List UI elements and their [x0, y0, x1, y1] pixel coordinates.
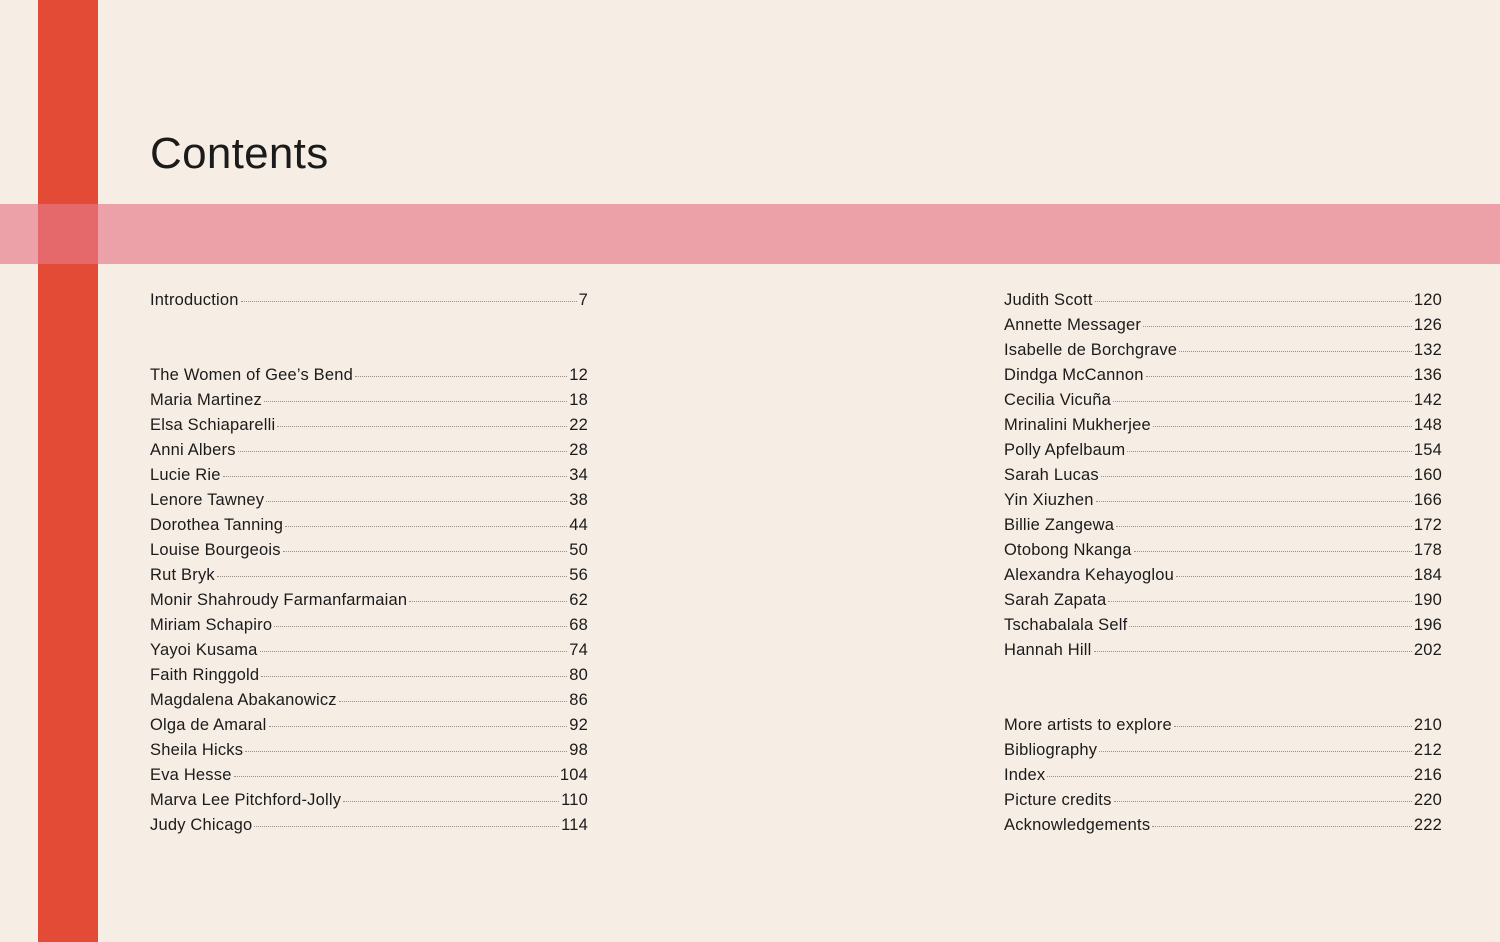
dotted-leader [1152, 826, 1412, 827]
toc-entry-page-number: 80 [569, 666, 588, 684]
toc-entry[interactable] [150, 438, 588, 463]
toc-entry[interactable] [150, 663, 588, 688]
dotted-leader [1101, 476, 1412, 477]
toc-entry[interactable] [150, 688, 588, 713]
toc-entry[interactable] [150, 513, 588, 538]
dotted-leader [217, 576, 567, 577]
dotted-leader [1153, 426, 1412, 427]
dotted-leader [1114, 801, 1412, 802]
toc-entry-page-number: 196 [1413, 616, 1442, 634]
toc-entry[interactable] [1004, 463, 1442, 488]
toc-entry[interactable] [1004, 363, 1442, 388]
toc-entry-page-number: 110 [561, 791, 588, 809]
toc-entry-title: Judy Chicago [150, 816, 253, 834]
toc-entry-page-number: 222 [1413, 816, 1442, 834]
toc-entry[interactable] [150, 813, 588, 838]
toc-entry-page-number: 74 [569, 641, 588, 659]
dotted-leader [1176, 576, 1412, 577]
dotted-leader [339, 701, 567, 702]
toc-entry-title: Annette Messager [1004, 316, 1142, 334]
toc-entry[interactable] [150, 763, 588, 788]
toc-entry-page-number: 210 [1413, 716, 1442, 734]
dotted-leader [1094, 651, 1412, 652]
toc-entry[interactable] [1004, 388, 1442, 413]
toc-entry-title: Acknowledgements [1004, 816, 1151, 834]
toc-entry-title: Miriam Schapiro [150, 616, 273, 634]
dotted-leader [1099, 751, 1412, 752]
toc-group [1004, 713, 1442, 838]
toc-entry[interactable] [1004, 513, 1442, 538]
toc-entry-title: Isabelle de Borchgrave [1004, 341, 1178, 359]
toc-entry-title: Lenore Tawney [150, 491, 265, 509]
dotted-leader [269, 726, 568, 727]
toc-entry-title: Tschabalala Self [1004, 616, 1128, 634]
toc-entry[interactable] [150, 413, 588, 438]
toc-entry-page-number: 160 [1413, 466, 1442, 484]
toc-entry-page-number: 68 [569, 616, 588, 634]
toc-entry-page-number: 28 [569, 441, 588, 459]
toc-entry[interactable] [1004, 413, 1442, 438]
toc-entry[interactable] [1004, 813, 1442, 838]
dotted-leader [1127, 451, 1412, 452]
toc-group [150, 363, 588, 838]
toc-entry[interactable] [150, 788, 588, 813]
toc-entry[interactable] [150, 738, 588, 763]
toc-entry[interactable] [1004, 638, 1442, 663]
toc-entry-page-number: 92 [569, 716, 588, 734]
dotted-leader [223, 476, 568, 477]
toc-entry-title: Olga de Amaral [150, 716, 267, 734]
dotted-leader [1095, 301, 1412, 302]
vertical-accent-bar [38, 0, 98, 942]
toc-entry-title: Index [1004, 766, 1046, 784]
toc-entry-title: Judith Scott [1004, 291, 1093, 309]
toc-entry-page-number: 154 [1413, 441, 1442, 459]
toc-entry-page-number: 184 [1413, 566, 1442, 584]
toc-entry-title: Hannah Hill [1004, 641, 1092, 659]
toc-entry-title: Alexandra Kehayoglou [1004, 566, 1175, 584]
toc-entry[interactable] [150, 588, 588, 613]
dotted-leader [1174, 726, 1412, 727]
toc-entry[interactable] [1004, 788, 1442, 813]
toc-entry-title: Otobong Nkanga [1004, 541, 1132, 559]
toc-entry-page-number: 86 [569, 691, 588, 709]
toc-entry[interactable] [1004, 763, 1442, 788]
toc-entry-title: Billie Zangewa [1004, 516, 1115, 534]
toc-entry[interactable] [150, 563, 588, 588]
toc-entry-page-number: 50 [569, 541, 588, 559]
toc-entry[interactable] [150, 638, 588, 663]
toc-entry-page-number: 142 [1413, 391, 1442, 409]
dotted-leader [1146, 376, 1412, 377]
toc-entry-title: Introduction [150, 291, 239, 309]
toc-entry-title: Yayoi Kusama [150, 641, 258, 659]
toc-entry[interactable] [150, 463, 588, 488]
toc-entry-title: More artists to explore [1004, 716, 1172, 734]
toc-group [1004, 288, 1442, 663]
toc-entry-title: Polly Apfelbaum [1004, 441, 1126, 459]
toc-entry-title: Sheila Hicks [150, 741, 244, 759]
toc-right-column [1004, 288, 1442, 838]
toc-entry-page-number: 220 [1413, 791, 1442, 809]
dotted-leader [1047, 776, 1411, 777]
toc-entry-title: Dorothea Tanning [150, 516, 284, 534]
dotted-leader [1108, 601, 1411, 602]
toc-entry[interactable] [1004, 538, 1442, 563]
dotted-leader [1179, 351, 1412, 352]
toc-entry[interactable] [1004, 588, 1442, 613]
toc-group [150, 288, 588, 313]
toc-entry-page-number: 62 [569, 591, 588, 609]
toc-entry[interactable] [150, 488, 588, 513]
toc-entry[interactable] [1004, 313, 1442, 338]
toc-entry[interactable] [150, 613, 588, 638]
toc-left-column [150, 288, 588, 838]
toc-entry-title: Mrinalini Mukherjee [1004, 416, 1151, 434]
toc-entry-page-number: 114 [561, 816, 588, 834]
dotted-leader [283, 551, 568, 552]
toc-entry-page-number: 12 [569, 366, 588, 384]
dotted-leader [355, 376, 567, 377]
toc-entry-page-number: 98 [569, 741, 588, 759]
toc-entry-page-number: 212 [1413, 741, 1442, 759]
toc-entry-page-number: 172 [1413, 516, 1442, 534]
toc-entry[interactable] [1004, 563, 1442, 588]
toc-entry-page-number: 56 [569, 566, 588, 584]
dotted-leader [234, 776, 558, 777]
toc-entry-page-number: 34 [569, 466, 588, 484]
page-title: Contents [150, 129, 329, 178]
toc-entry-page-number: 190 [1413, 591, 1442, 609]
toc-entry[interactable] [150, 388, 588, 413]
toc-entry-page-number: 7 [578, 291, 588, 309]
toc-entry-title: Faith Ringgold [150, 666, 260, 684]
toc-entry-page-number: 202 [1413, 641, 1442, 659]
toc-entry-title: Dindga McCannon [1004, 366, 1144, 384]
toc-entry-title: Maria Martinez [150, 391, 262, 409]
dotted-leader [260, 651, 568, 652]
toc-entry-title: Louise Bourgeois [150, 541, 281, 559]
dotted-leader [266, 501, 567, 502]
dotted-leader [1129, 626, 1412, 627]
dotted-leader [1116, 526, 1412, 527]
dotted-leader [1134, 551, 1412, 552]
dotted-leader [1096, 501, 1412, 502]
dotted-leader [264, 401, 567, 402]
toc-entry-title: Lucie Rie [150, 466, 221, 484]
toc-entry-title: Bibliography [1004, 741, 1098, 759]
toc-entry-page-number: 18 [569, 391, 588, 409]
toc-entry-page-number: 166 [1413, 491, 1442, 509]
toc-entry-title: Anni Albers [150, 441, 236, 459]
toc-entry[interactable] [1004, 713, 1442, 738]
toc-entry-page-number: 104 [559, 766, 588, 784]
dotted-leader [238, 451, 568, 452]
toc-entry[interactable] [150, 363, 588, 388]
toc-entry-title: Magdalena Abakanowicz [150, 691, 337, 709]
dotted-leader [1113, 401, 1412, 402]
toc-entry[interactable] [1004, 738, 1442, 763]
toc-entry-page-number: 136 [1413, 366, 1442, 384]
dotted-leader [254, 826, 559, 827]
toc-entry-page-number: 148 [1413, 416, 1442, 434]
toc-entry-page-number: 120 [1413, 291, 1442, 309]
toc-entry-title: The Women of Gee’s Bend [150, 366, 354, 384]
toc-entry-page-number: 132 [1413, 341, 1442, 359]
dotted-leader [241, 301, 577, 302]
toc-entry[interactable] [1004, 488, 1442, 513]
toc-entry[interactable] [1004, 438, 1442, 463]
toc-entry-page-number: 44 [569, 516, 588, 534]
dotted-leader [343, 801, 559, 802]
toc-entry-page-number: 38 [569, 491, 588, 509]
toc-entry-title: Sarah Lucas [1004, 466, 1099, 484]
horizontal-accent-band [0, 204, 1500, 264]
toc-entry-title: Cecilia Vicuña [1004, 391, 1112, 409]
toc-entry[interactable] [1004, 338, 1442, 363]
toc-entry-title: Picture credits [1004, 791, 1112, 809]
toc-entry[interactable] [150, 288, 588, 313]
toc-entry-page-number: 22 [569, 416, 588, 434]
dotted-leader [285, 526, 567, 527]
dotted-leader [245, 751, 567, 752]
toc-entry[interactable] [1004, 288, 1442, 313]
dotted-leader [409, 601, 567, 602]
toc-entry-title: Marva Lee Pitchford-Jolly [150, 791, 342, 809]
toc-entry-page-number: 216 [1413, 766, 1442, 784]
toc-entry[interactable] [1004, 613, 1442, 638]
toc-entry[interactable] [150, 538, 588, 563]
toc-entry-title: Eva Hesse [150, 766, 232, 784]
toc-entry-title: Sarah Zapata [1004, 591, 1107, 609]
dotted-leader [261, 676, 567, 677]
toc-entry-title: Yin Xiuzhen [1004, 491, 1094, 509]
dotted-leader [274, 626, 567, 627]
dotted-leader [277, 426, 567, 427]
dotted-leader [1143, 326, 1412, 327]
toc-entry-page-number: 178 [1413, 541, 1442, 559]
toc-entry-title: Rut Bryk [150, 566, 215, 584]
toc-entry[interactable] [150, 713, 588, 738]
toc-entry-title: Monir Shahroudy Farmanfarmaian [150, 591, 408, 609]
toc-entry-page-number: 126 [1413, 316, 1442, 334]
toc-entry-title: Elsa Schiaparelli [150, 416, 276, 434]
